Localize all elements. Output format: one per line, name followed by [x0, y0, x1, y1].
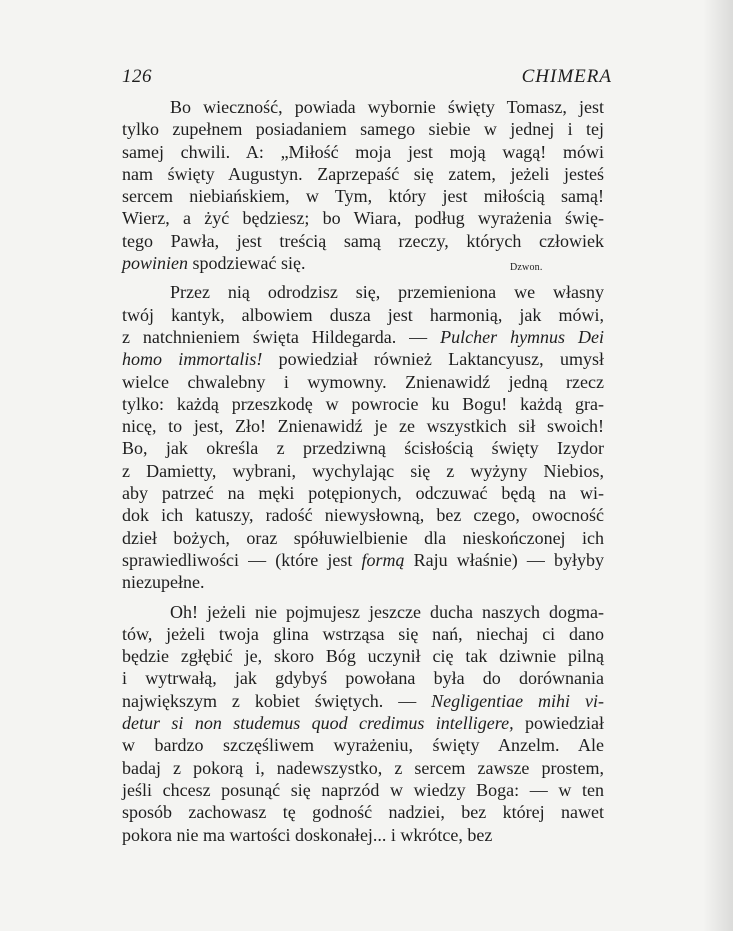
text-line [122, 393, 604, 415]
text-line [122, 185, 604, 207]
text-line [122, 801, 604, 823]
text-run: powiedział również Laktancyusz, umysł [262, 349, 604, 370]
text-run: z natchnieniem święta Hildegarda. — [122, 326, 441, 347]
text-run: spodziewać się. [188, 253, 306, 274]
italic-text: powinien [122, 253, 188, 274]
text-line [122, 690, 604, 712]
text-line [122, 415, 604, 437]
italic-text: detur si non studemus quod credimus intelligere, [122, 713, 514, 734]
text-run: Raju właśnie) — byłyby [404, 549, 604, 570]
text-run: sposób zachowasz tę godność nadziei, bez której nawet [122, 802, 604, 823]
text-run: samej chwili. A: „Miłość moja jest moją wagą! mówi [122, 141, 604, 162]
text-run: tów, jeżeli twoja glina wstrząsa się nań, niechaj ci dano [122, 623, 604, 644]
text-line [122, 118, 604, 140]
text-run: w bardzo szczęśliwem wyrażeniu, święty Anzelm. Ale [122, 735, 604, 756]
running-header [122, 66, 612, 90]
text-line [122, 141, 604, 163]
text-line [122, 623, 604, 645]
text-line [122, 645, 604, 667]
text-line [122, 712, 604, 734]
text-line [122, 96, 604, 118]
text-line [122, 504, 604, 526]
text-line [122, 281, 604, 303]
italic-text: formą [361, 549, 405, 570]
text-run: Bo, jak określa z przedziwną ścisłością święty Izydor [122, 438, 604, 459]
text-run: nicę, to jest, Zło! Znienawidź je ze wszystkich sił swoich! [122, 416, 604, 437]
text-run: i wytrwałą, jak gdybyś powołana była do dorównania [122, 668, 604, 689]
text-line [122, 601, 604, 623]
text-line [122, 571, 604, 593]
page-number: 126 [122, 66, 152, 87]
text-run: Bo wieczność, powiada wybornie święty Tomasz, jest [170, 97, 604, 117]
text-run: twój kantyk, albowiem dusza jest harmonią, jak mówi, [122, 304, 604, 325]
italic-text: homo immortalis! [122, 349, 263, 370]
text-run: Wierz, a żyć będziesz; bo Wiara, podług wyrażenia świę- [122, 208, 604, 229]
text-run: tylko: każdą przeszkodę w powrocie ku Bogu! każdą gra- [122, 393, 604, 414]
text-run: Przez nią odrodzisz się, przemieniona we własny [170, 282, 604, 303]
text-line [122, 437, 604, 459]
text-run: sprawiedliwości — (które jest [122, 549, 362, 570]
text-run: badaj z pokorą i, nadewszystko, z sercem zawsze prostem, [122, 757, 604, 778]
text-line [122, 460, 604, 482]
text-line [122, 230, 604, 252]
text-line [122, 482, 604, 504]
text-run: wielce chwalebny i wymowny. Znienawidź jedną rzecz [122, 371, 604, 392]
text-run: nam święty Augustyn. Zaprzepaść się zatem, jeżeli jesteś [122, 163, 604, 184]
paragraph [122, 281, 604, 593]
text-line [122, 824, 604, 846]
paragraph [122, 601, 604, 846]
text-line [122, 527, 604, 549]
text-line [122, 734, 604, 756]
body-text [122, 96, 604, 846]
text-line [122, 371, 604, 393]
text-line [122, 757, 604, 779]
text-run: sercem niebiańskiem, w Tym, który jest miłością samą! [122, 186, 604, 207]
text-run: największym z kobiet świętych. — [122, 690, 432, 711]
paragraph [122, 96, 604, 274]
text-run: Oh! jeżeli nie pojmujesz jeszcze ducha naszych dogma- [170, 601, 604, 622]
text-run: dok ich katuszy, radość niewysłowną, bez czego, owocność [122, 505, 604, 526]
text-line [122, 549, 604, 571]
text-run: jeśli chcesz posunąć się naprzód w wiedzy Boga: — w ten [122, 779, 604, 800]
text-run: pokora nie ma wartości doskonałej... i wkrótce, bez [122, 824, 493, 845]
text-line [122, 779, 604, 801]
text-run: będzie zgłębić je, skoro Bóg uczynił cię tak dziwnie pilną [122, 646, 604, 667]
text-run: niezupełne. [122, 572, 205, 593]
text-line [122, 348, 604, 370]
running-title: CHIMERA [521, 66, 612, 87]
text-run: powiedział [513, 713, 604, 734]
text-line [122, 304, 604, 326]
text-line [122, 252, 604, 274]
text-run: tylko zupełnem posiadaniem samego siebie w jednej i tej [122, 119, 604, 140]
text-line [122, 207, 604, 229]
text-run: aby patrzeć na męki potępionych, odczuwać będą na wi- [122, 483, 604, 504]
text-line [122, 326, 604, 348]
margin-note: Dzwon. [510, 262, 543, 273]
text-run: tego Pawła, jest treścią samą rzeczy, których człowiek [122, 230, 604, 251]
page-edge-shadow [703, 0, 733, 931]
text-run: dzieł bożych, oraz spółuwielbienie dla nieskończonej ich [122, 527, 604, 548]
italic-text: Pulcher hymnus Dei [440, 326, 604, 347]
italic-text: Negligentiae mihi vi- [431, 690, 604, 711]
text-line [122, 163, 604, 185]
text-line [122, 667, 604, 689]
text-run: z Damietty, wybrani, wychylając się z wyżyny Niebios, [122, 460, 604, 481]
